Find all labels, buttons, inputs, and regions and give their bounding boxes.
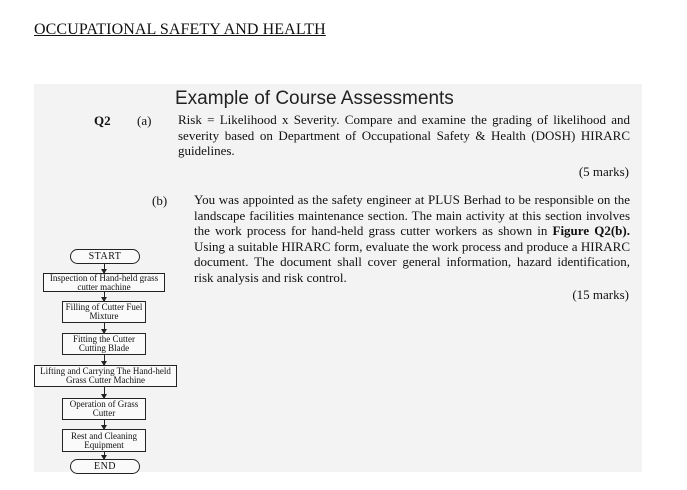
flowchart-end: END [70, 459, 140, 474]
part-b-label: (b) [152, 193, 168, 208]
question-number: Q2 [94, 113, 111, 128]
part-b-text-before: You was appointed as the safety engineer at PLUS Berhad to be responsible on the landscape facilities maintenance section. The main activity at this section involves the work process for hand-held grass cutter workers as shown in [194, 192, 630, 238]
slide-title: Example of Course Assessments [175, 88, 454, 109]
flow-arrow [104, 387, 105, 398]
flowchart-step-inspection: Inspection of Hand-held grass cutter machine [43, 273, 165, 292]
flowchart-step-operation: Operation of Grass Cutter [62, 398, 146, 420]
figure-reference: Figure Q2(b). [552, 223, 630, 238]
flowchart-step-blade: Fitting the Cutter Cutting Blade [62, 333, 146, 355]
flowchart-start: START [70, 249, 140, 264]
part-b-text-after: Using a suitable HIRARC form, evaluate the work process and produce a HIRARC document. The document shall cover general information, hazard identification, risk analysis and risk control. [194, 238, 630, 285]
flowchart-step-fuel: Filling of Cutter Fuel Mixture [62, 301, 146, 323]
part-a-text: Risk = Likelihood x Severity. Compare and examine the grading of likelihood and severity based on Department of Occupational Safety & Health (DOSH) HIRARC guidelines. [178, 112, 630, 158]
flow-arrow [104, 452, 105, 459]
flow-arrow [104, 264, 105, 273]
part-b-marks: (15 marks) [572, 287, 629, 302]
flow-arrow [104, 420, 105, 429]
flow-arrow [104, 355, 105, 365]
part-a-marks: (5 marks) [578, 164, 629, 179]
flowchart-step-rest: Rest and Cleaning Equipment [62, 429, 146, 452]
flow-arrow [104, 292, 105, 301]
flow-arrow [104, 323, 105, 333]
flowchart-step-lifting: Lifting and Carrying The Hand-held Grass Cutter Machine [34, 365, 177, 387]
part-b-text [194, 192, 630, 285]
part-a-label: (a) [137, 113, 152, 128]
document-header: OCCUPATIONAL SAFETY AND HEALTH [34, 21, 326, 38]
